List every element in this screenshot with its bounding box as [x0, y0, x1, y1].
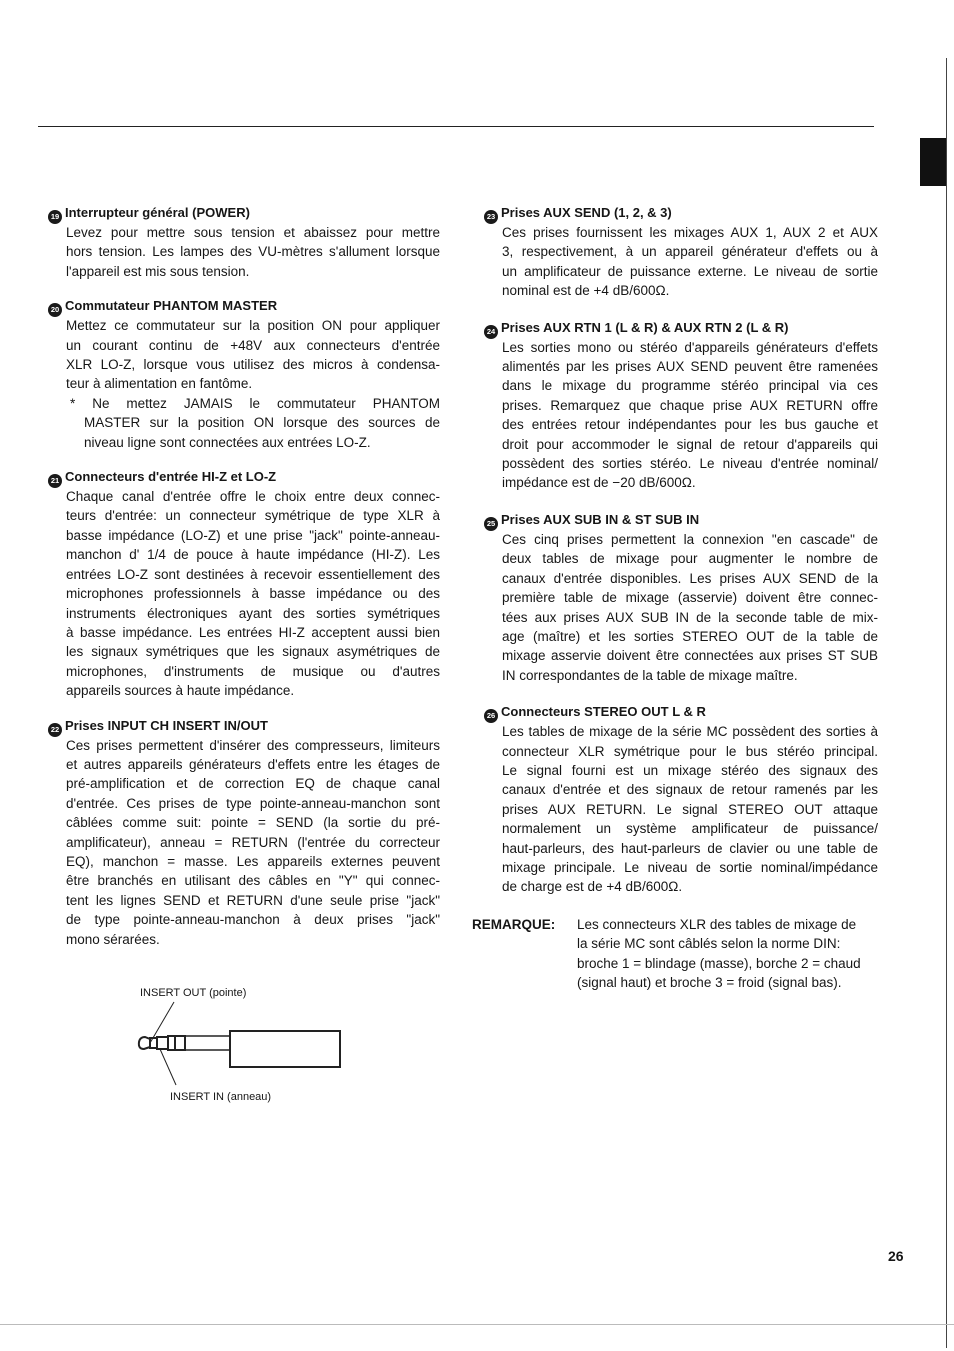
left-column	[48, 204, 440, 965]
section-title: 20 Commutateur PHANTOM MASTER	[48, 297, 440, 316]
number-22-icon: 22	[48, 723, 62, 737]
section-tab-marker	[920, 138, 946, 186]
number-23-icon: 23	[484, 210, 498, 224]
number-19-icon: 19	[48, 210, 62, 224]
top-rule	[38, 126, 874, 127]
phantom-warning-note: * Ne mettez JAMAIS le commutateur PHANTOM MASTER sur la position ON lorsque des sources de niveau ligne sont connectées aux entrées LO-Z.	[70, 395, 440, 450]
section-body: Chaque canal d'entrée offre le choix entre deux connec- teurs d'entrée: un connecteur symétrique de type XLR à basse impédance (LO-Z) et une prise "jack" pointe-anneau- manchon d' 1/4 de pouce à haute impédance (HI-Z). Les entrées LO-Z sont destinées à recevoir essentiellement des microphones professionnels à basse impédance ou des instruments électroniques ayant des sorties symétriques à basse impédance. Les entrées HI-Z acceptent aussi bien les signaux symétriques que les signaux asymétriques de microphones, d'instruments de musique ou d'autres appareils sources à haute impédance.	[66, 489, 440, 699]
section-title: 26 Connecteurs STEREO OUT L & R	[484, 703, 878, 722]
section-title: 23 Prises AUX SEND (1, 2, & 3)	[484, 204, 878, 223]
section-body: Ces cinq prises permettent la connexion "en cascade" de deux tables de mixage pour augmenter le nombre de canaux d'entrée disponibles. Les prises AUX SEND de la première table de mixage (asservie) doivent être connec- tées aux prises AUX SUB IN de la seconde table de mix- age (maître) et les sorties STEREO OUT de la table de mixage asservie doivent être connectées aux prises ST SUB IN correspondantes de la table de mixage maître.	[502, 531, 878, 683]
remark-block	[472, 915, 878, 993]
number-21-icon: 21	[48, 474, 62, 488]
section-insert	[48, 717, 440, 949]
number-20-icon: 20	[48, 303, 62, 317]
number-25-icon: 25	[484, 517, 498, 531]
number-26-icon: 26	[484, 709, 498, 723]
page-number: 26	[888, 1248, 904, 1264]
section-aux-send	[484, 204, 878, 301]
jack-plug-figure	[130, 985, 360, 1110]
section-title: 21 Connecteurs d'entrée HI-Z et LO-Z	[48, 468, 440, 487]
section-sub-in	[484, 511, 878, 685]
section-aux-rtn	[484, 319, 878, 493]
section-title: 25 Prises AUX SUB IN & ST SUB IN	[484, 511, 878, 530]
section-hiz-loz	[48, 468, 440, 700]
section-title: 19 Interrupteur général (POWER)	[48, 204, 440, 223]
remark-label: REMARQUE:	[472, 916, 556, 932]
page-edge	[946, 58, 947, 1348]
section-title: 22 Prises INPUT CH INSERT IN/OUT	[48, 717, 440, 736]
remark-text: Les connecteurs XLR des tables de mixage de la série MC sont câblés selon la norme DIN: broche 1 = blindage (masse), borche 2 = chaud (signal haut) et broche 3 = froid (signal bas).	[577, 916, 861, 990]
figure-label-insert-out: INSERT OUT (pointe)	[140, 987, 247, 999]
section-body: Mettez ce commutateur sur la position ON pour appliquer un courant continu de +48V aux connecteurs d'entrée XLR LO-Z, lorsque vous utilisez des micros à condensa- teur à alimentation en fantôme.	[66, 318, 440, 392]
section-stereo-out	[484, 703, 878, 897]
section-power	[48, 204, 440, 281]
section-body: Ces prises permettent d'insérer des compresseurs, limiteurs et autres appareils générateurs d'effets entre les étages de pré-amplification et de correction EQ de chaque canal d'entrée. Ces prises de type pointe-anneau-manchon sont câblées comme suit: pointe = SEND (la sortie du pré- amplificateur), anneau = RETURN (l'entrée du correcteur EQ), manchon = masse. Les appareils externes peuvent être branchés en utilisant des câbles en "Y" qui connec- tent les lignes SEND et RETURN d'une seule prise "jack" de type pointe-anneau-manchon à deux prises "jack" mono sérarées.	[66, 737, 440, 947]
section-body: Les sorties mono ou stéréo d'appareils générateurs d'effets alimentés par les prises AUX SEND peuvent être ramenées dans le mixage du programme stéréo principal via ces prises. Remarquez que chaque prise AUX RETURN offre des entrées retour indépendantes pour les bus gauche et droit pour accommoder le signal de retour d'appareils qui possèdent des sorties stéréo. Le niveau d'entrée nominal/ impédance est de −20 dB/600Ω.	[502, 339, 878, 491]
right-column	[472, 204, 878, 992]
section-title: 24 Prises AUX RTN 1 (L & R) & AUX RTN 2 (L & R)	[484, 319, 878, 338]
figure-label-insert-in: INSERT IN (anneau)	[170, 1091, 272, 1103]
section-phantom-master	[48, 297, 440, 452]
section-body: Les tables de mixage de la série MC possèdent des sorties à connecteur XLR symétrique pour le bus stéréo principal. Le signal fourni est un mixage stéréo des signaux des canaux d'entrée et des signaux de retour ramenés par les prises AUX RETURN. Le signal STEREO OUT attaque normalement un système amplificateur de puissance/ haut-parleurs, des haut-parleurs de clavier ou une table de mixage principale. Le niveau de sortie nominal/impédance de charge est de +4 dB/600Ω.	[502, 724, 878, 895]
section-body: Ces prises fournissent les mixages AUX 1, AUX 2 et AUX 3, respectivement, à un appareil générateur d'effets ou à un amplificateur de puissance externe. Le niveau de sortie nominal est de +4 dB/600Ω.	[502, 225, 878, 299]
bottom-rule	[0, 1324, 954, 1325]
section-body: Levez pour mettre sous tension et abaissez pour mettre hors tension. Les lampes des VU-mètres s'allument lorsque l'appareil est mis sous tension.	[66, 225, 440, 279]
number-24-icon: 24	[484, 325, 498, 339]
